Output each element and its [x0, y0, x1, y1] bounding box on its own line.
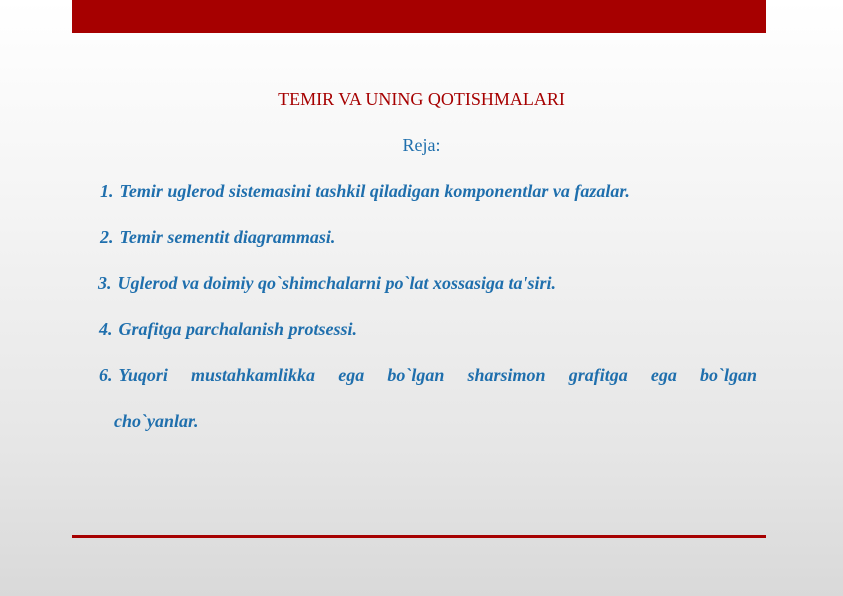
- slide-title: TEMIR VA UNING QOTISHMALARI: [278, 89, 565, 109]
- plan-item-6: [99, 364, 757, 386]
- plan-item-text: Temir uglerod sistemasini tashkil qiladigan komponentlar va fazalar.: [119, 181, 630, 201]
- plan-item-4: [99, 318, 357, 340]
- plan-item-number: 2.: [100, 227, 114, 247]
- plan-item-6-continuation: cho`yanlar.: [114, 411, 199, 431]
- plan-item-number: 3.: [98, 273, 112, 293]
- plan-item-text: Yuqori mustahkamlikka ega bo`lgan sharsimon grafitga ega bo`lgan: [118, 365, 757, 385]
- plan-item-1: [100, 180, 630, 202]
- plan-item-text: Temir sementit diagrammasi.: [119, 227, 336, 247]
- top-accent-bar: [72, 0, 766, 33]
- bottom-divider: [72, 535, 766, 538]
- plan-item-text: Grafitga parchalanish protsessi.: [118, 319, 358, 339]
- plan-item-number: 4.: [99, 319, 113, 339]
- plan-item-number: 1.: [100, 181, 114, 201]
- plan-item-number: 6.: [99, 365, 113, 385]
- plan-item-text: Uglerod va doimiy qo`shimchalarni po`lat xossasiga ta'siri.: [117, 273, 557, 293]
- slide-subtitle: Reja:: [402, 135, 441, 155]
- plan-item-3: [98, 272, 556, 294]
- plan-item-2: [100, 226, 335, 248]
